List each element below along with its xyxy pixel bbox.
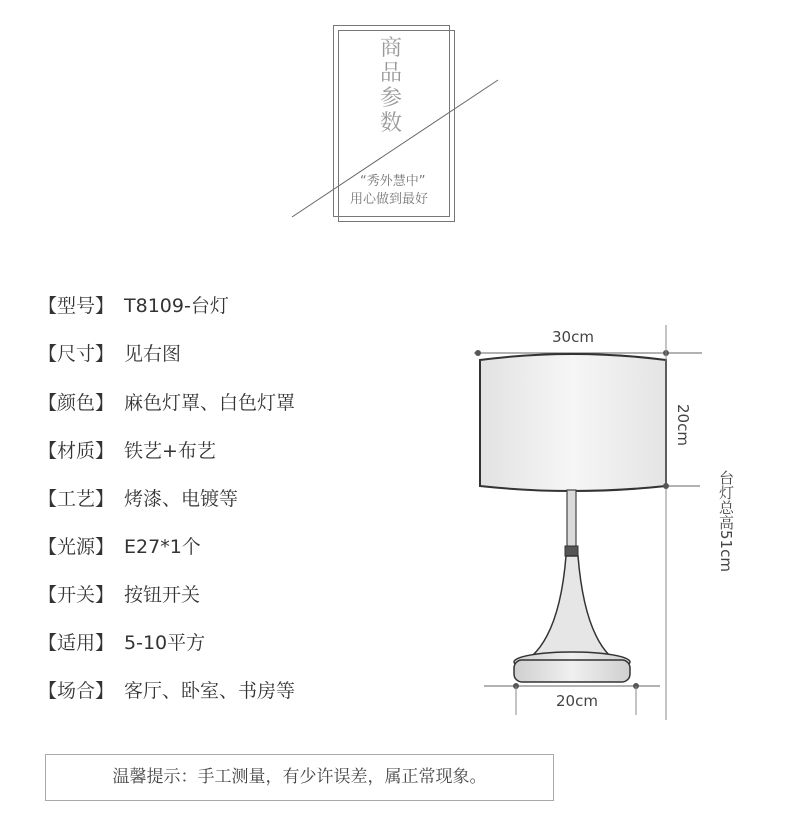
spec-value: 客厅、卧室、书房等 (124, 680, 296, 702)
spec-key: 【工艺】 (38, 488, 115, 510)
spec-value: T8109-台灯 (124, 295, 229, 317)
shade-height-label: 20cm (674, 404, 692, 446)
lamp-base (514, 660, 630, 682)
spec-key: 【尺寸】 (38, 343, 115, 365)
spec-key: 【场合】 (38, 680, 115, 702)
spec-row-applicable (38, 628, 205, 658)
spec-value: 烤漆、电镀等 (124, 488, 239, 510)
spec-row-occasion (38, 676, 295, 706)
total-height-label: 台灯总高51cm (717, 470, 735, 572)
spec-key: 【材质】 (38, 440, 115, 462)
spec-row-craft (38, 484, 238, 514)
spec-key: 【型号】 (38, 295, 115, 317)
spec-value: 麻色灯罩、白色灯罩 (124, 392, 296, 414)
spec-row-light-source (38, 532, 201, 562)
spec-value: 铁艺+布艺 (124, 440, 216, 462)
spec-key: 【颜色】 (38, 392, 115, 414)
notice-box: 温馨提示：手工测量，有少许误差，属正常现象。 (45, 754, 554, 801)
spec-value: E27*1个 (124, 536, 201, 558)
spec-row-switch (38, 580, 200, 610)
shade-width-label: 30cm (552, 328, 594, 346)
spec-key: 【光源】 (38, 536, 115, 558)
base-width-label: 20cm (556, 692, 598, 710)
spec-row-material (38, 436, 216, 466)
lamp-diagram (460, 320, 760, 734)
spec-value: 5-10平方 (124, 632, 206, 654)
lamp-shade (480, 354, 666, 491)
spec-row-color (38, 388, 295, 418)
spec-row-model (38, 291, 229, 321)
page-title: 商品参数 (379, 36, 402, 136)
slogan-line-1: “秀外慧中” (360, 174, 426, 189)
spec-value: 见右图 (124, 343, 182, 365)
spec-row-size (38, 339, 181, 369)
lamp-stem (567, 490, 576, 548)
lamp-body (532, 556, 610, 656)
spec-key: 【适用】 (38, 632, 115, 654)
slogan-line-2: 用心做到最好 (350, 192, 429, 207)
spec-key: 【开关】 (38, 584, 115, 606)
spec-value: 按钮开关 (124, 584, 201, 606)
lamp-drawing (460, 320, 760, 730)
header-block (290, 22, 505, 232)
